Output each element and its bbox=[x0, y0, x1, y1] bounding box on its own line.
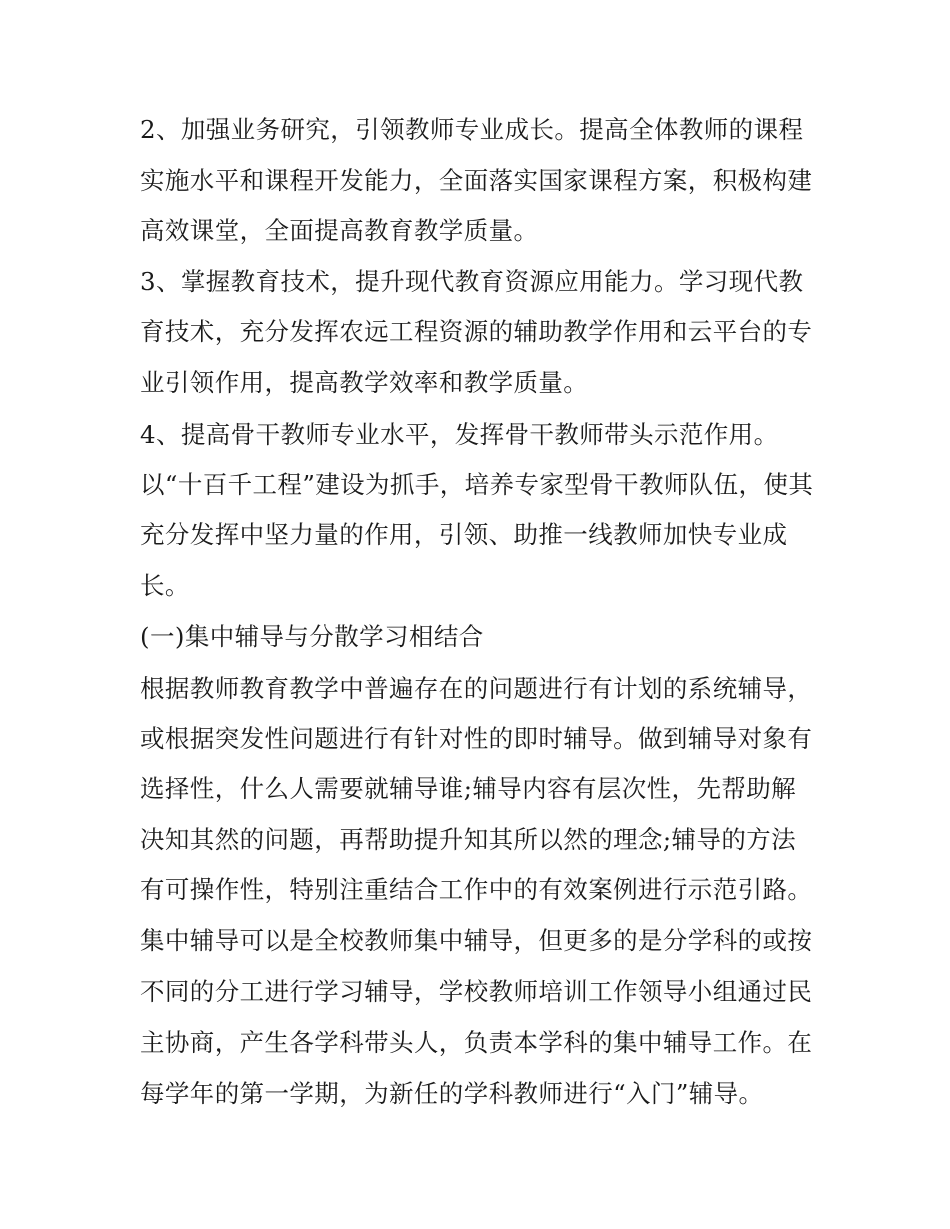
text-line: 或根据突发性问题进行有针对性的即时辅导。做到辅导对象有 bbox=[140, 724, 813, 753]
text-line: 长。 bbox=[140, 571, 190, 600]
text-line: 高效课堂，全面提高教育教学质量。 bbox=[140, 216, 539, 245]
text-line: 实施水平和课程开发能力，全面落实国家课程方案，积极构建 bbox=[140, 166, 813, 195]
text-line: 以“十百千工程”建设为抓手，培养专家型骨干教师队伍，使其 bbox=[140, 470, 814, 499]
text-line: 业引领作用，提高教学效率和教学质量。 bbox=[140, 368, 589, 397]
text-line: 决知其然的问题，再帮助提升知其所以然的理念;辅导的方法 bbox=[140, 825, 797, 854]
text-line: 有可操作性，特别注重结合工作中的有效案例进行示范引路。 bbox=[140, 875, 813, 904]
text-line: 3、掌握教育技术，提升现代教育资源应用能力。学习现代教 bbox=[140, 267, 804, 296]
text-line: 充分发挥中坚力量的作用，引领、助推一线教师加快专业成 bbox=[140, 520, 788, 549]
section-heading: (一)集中辅导与分散学习相结合 bbox=[140, 622, 484, 651]
text-line: 集中辅导可以是全校教师集中辅导，但更多的是分学科的或按 bbox=[140, 926, 813, 955]
text-line: 选择性，什么人需要就辅导谁;辅导内容有层次性，先帮助解 bbox=[140, 774, 797, 803]
text-line: 4、提高骨干教师专业水平，发挥骨干教师带头示范作用。 bbox=[140, 420, 779, 449]
text-line: 不同的分工进行学习辅导，学校教师培训工作领导小组通过民 bbox=[140, 977, 813, 1006]
text-line: 2、加强业务研究，引领教师专业成长。提高全体教师的课程 bbox=[140, 115, 804, 144]
text-line: 主协商，产生各学科带头人，负责本学科的集中辅导工作。在 bbox=[140, 1028, 813, 1057]
text-line: 育技术，充分发挥农远工程资源的辅助教学作用和云平台的专 bbox=[140, 317, 813, 346]
text-line: 每学年的第一学期，为新任的学科教师进行“入门”辅导。 bbox=[140, 1079, 764, 1108]
text-line: 根据教师教育教学中普遍存在的问题进行有计划的系统辅导， bbox=[140, 674, 813, 703]
